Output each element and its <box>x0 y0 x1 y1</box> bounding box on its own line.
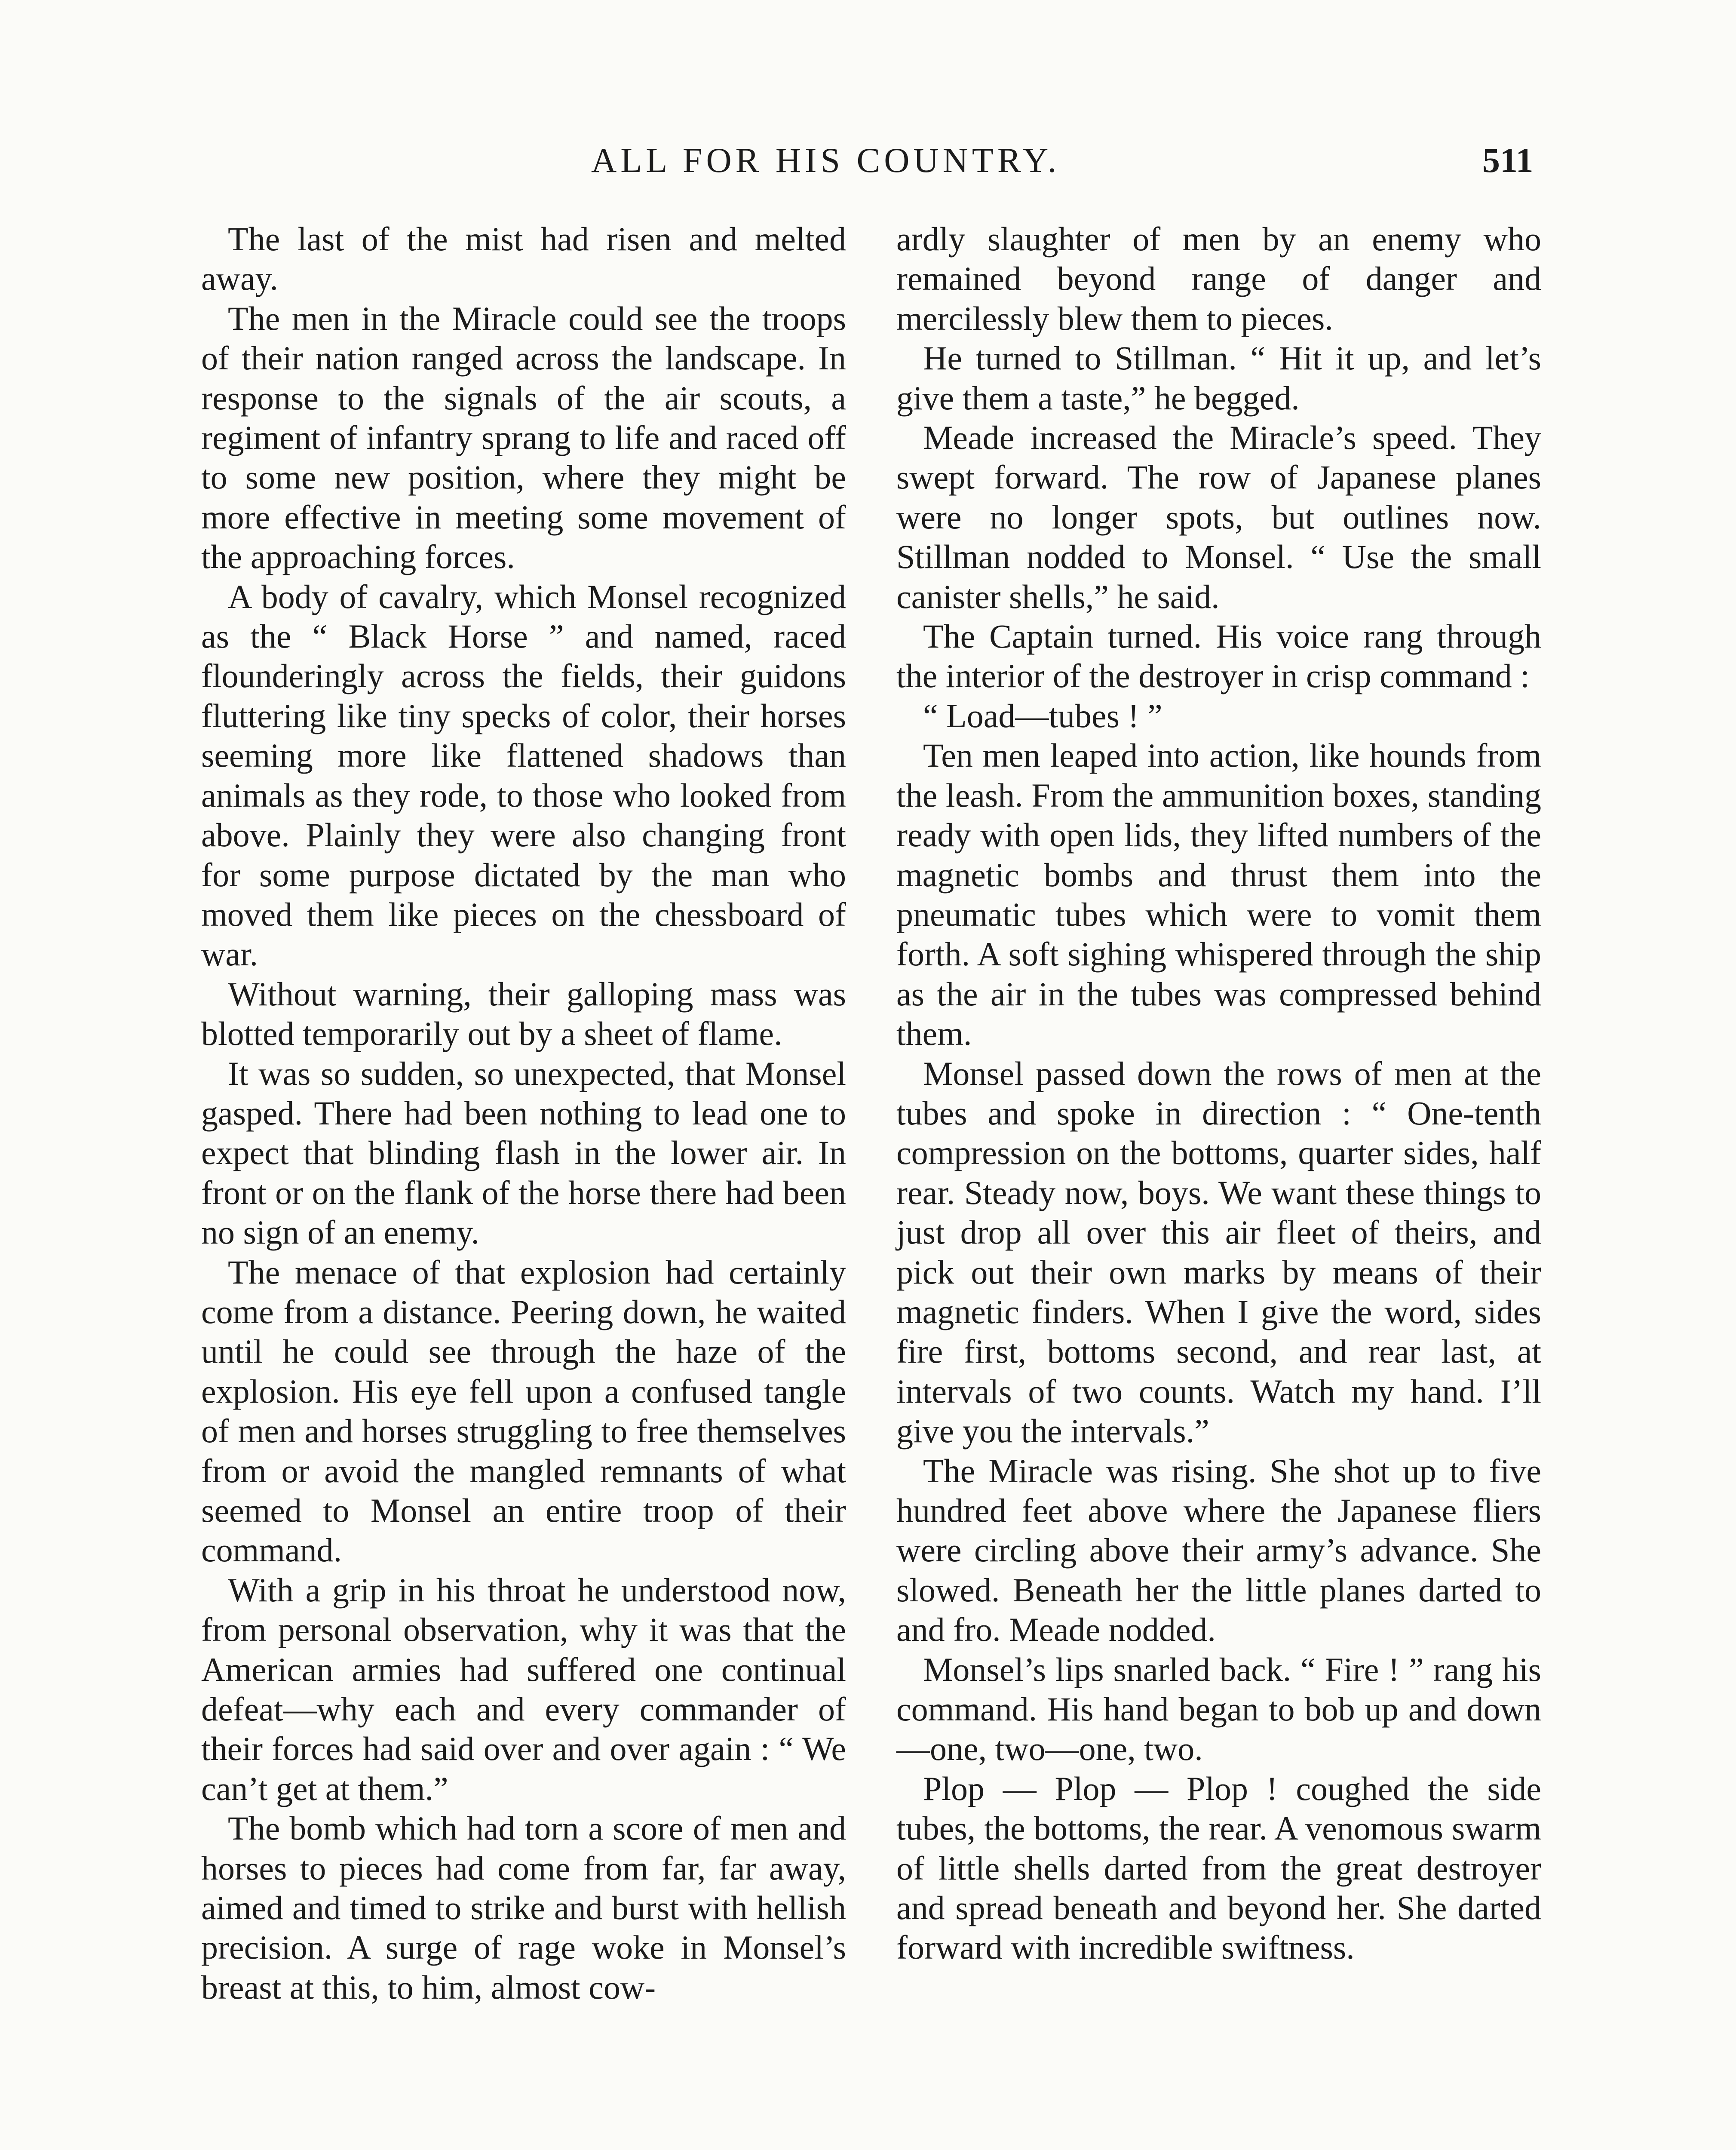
running-title: ALL FOR HIS COUNTRY. <box>591 141 1061 180</box>
paragraph: The Captain turned. His voice rang through the interior of the destroyer in crisp command : <box>896 617 1541 695</box>
paragraph: It was so sudden, so unexpected, that Monsel gasped. There had been nothing to lead one to expect that blinding flash in the lower air. In front or on the flank of the horse there had been no sign of an enemy. <box>201 1054 846 1251</box>
paragraph: A body of cavalry, which Monsel recognized as the “ Black Horse ” and named, raced flounderingly across the fields, their guidons fluttering like tiny specks of color, their horses seeming more like flattened shadows than animals as they rode, to those who looked from above. Plainly they were also changing front for some purpose dictated by the man who moved them like pieces on the chessboard of war. <box>201 577 846 973</box>
paragraph: He turned to Stillman. “ Hit it up, and let’s give them a taste,” he begged. <box>896 339 1541 417</box>
paragraph: Without warning, their galloping mass was blotted temporarily out by a sheet of flame. <box>201 975 846 1053</box>
paragraph: Meade increased the Miracle’s speed. They swept forward. The row of Japanese planes were no longer spots, but outlines now. Stillman nodded to Monsel. “ Use the small canister shells,” he said. <box>896 419 1541 615</box>
page-number: 511 <box>1482 141 1534 180</box>
left-column <box>201 219 846 2007</box>
paragraph: The menace of that explosion had certainly come from a distance. Peering down, he waited until he could see through the haze of the explosion. His eye fell upon a confused tangle of men and horses struggling to free themselves from or avoid the mangled remnants of what seemed to Monsel an entire troop of their command. <box>201 1253 846 1569</box>
paragraph: The Miracle was rising. She shot up to five hundred feet above where the Japanese fliers were circling above their army’s advance. She slowed. Beneath her the little planes darted to and fro. Meade nodded. <box>896 1452 1541 1649</box>
paragraph: The last of the mist had risen and melted away. <box>201 220 846 298</box>
page-header <box>0 137 1736 184</box>
right-column <box>896 219 1541 1968</box>
paragraph: The bomb which had torn a score of men and horses to pieces had come from far, far away, aimed and timed to strike and burst with hellish precision. A surge of rage woke in Monsel’s breast at this, to him, almost cow- <box>201 1809 846 2006</box>
paragraph-continued: ardly slaughter of men by an enemy who remained beyond range of danger and mercilessly blew them to pieces. <box>896 220 1541 337</box>
paragraph: “ Load—tubes ! ” <box>923 697 1162 734</box>
paragraph: Monsel’s lips snarled back. “ Fire ! ” rang his command. His hand began to bob up and down—one, two—one, two. <box>896 1650 1541 1768</box>
paragraph: Monsel passed down the rows of men at the tubes and spoke in direction : “ One-tenth compression on the bottoms, quarter sides, half rear. Steady now, boys. We want these things to just drop all over this air fleet of theirs, and pick out their own marks by means of their magnetic finders. When I give the word, sides fire first, bottoms second, and rear last, at intervals of two counts. Watch my hand. I’ll give you the intervals.” <box>896 1054 1541 1450</box>
paragraph: Ten men leaped into action, like hounds from the leash. From the ammunition boxes, standing ready with open lids, they lifted numbers of the magnetic bombs and thrust them into the pneumatic tubes which were to vomit them forth. A soft sighing whispered through the ship as the air in the tubes was compressed behind them. <box>896 737 1541 1053</box>
paragraph: With a grip in his throat he understood now, from personal observation, why it was that the American armies had suffered one continual defeat—why each and every commander of their forces had said over and over again : “ We can’t get at them.” <box>201 1571 846 1807</box>
paragraph: Plop — Plop — Plop ! coughed the side tubes, the bottoms, the rear. A venomous swarm of little shells darted from the great destroyer and spread beneath and beyond her. She darted forward with incredible swiftness. <box>896 1769 1541 1966</box>
paragraph: The men in the Miracle could see the troops of their nation ranged across the landscape. In response to the signals of the air scouts, a regiment of infantry sprang to life and raced off to some new position, where they might be more effective in meeting some movement of the approaching forces. <box>201 299 846 576</box>
